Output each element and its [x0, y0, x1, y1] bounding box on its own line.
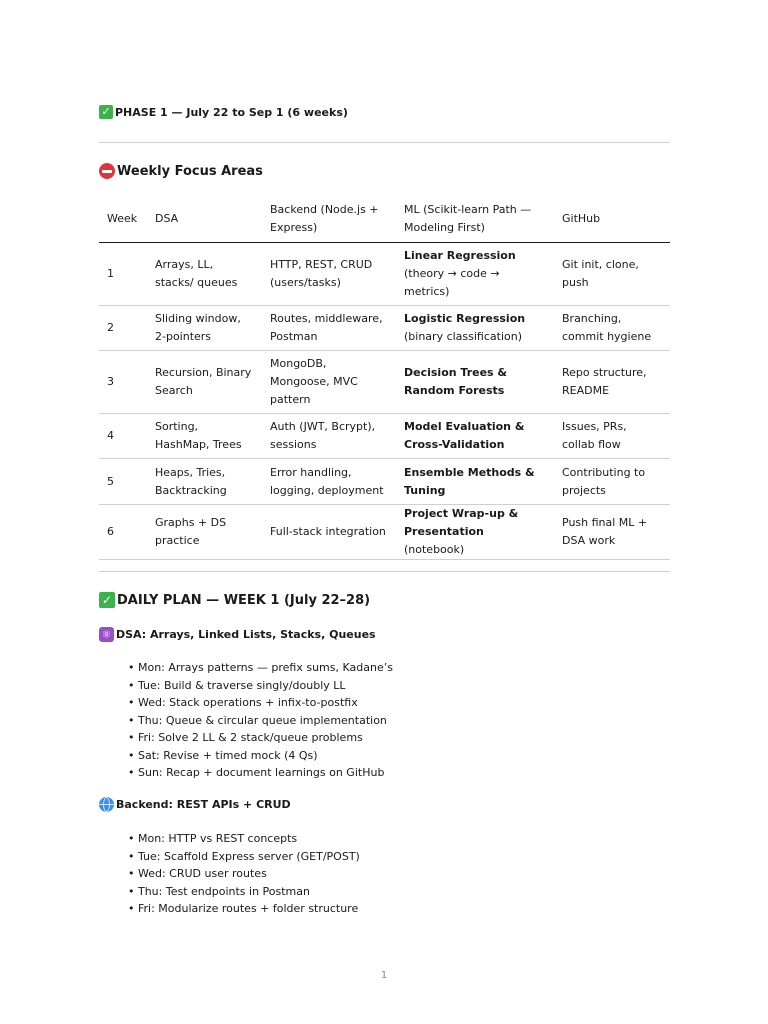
dsa-heading	[99, 627, 376, 642]
backend-title: Backend: REST APIs + CRUD	[116, 798, 291, 811]
cell-dsa: Sorting, HashMap, Trees	[147, 414, 262, 459]
list-item: • Wed: Stack operations + infix-to-postfix	[128, 696, 358, 709]
ml-topic: Linear Regression	[404, 249, 516, 262]
list-item: • Mon: HTTP vs REST concepts	[128, 832, 298, 845]
table-row	[99, 243, 670, 306]
cell-backend: MongoDB, Mongoose, MVC pattern	[262, 351, 396, 414]
ml-topic: Ensemble Methods & Tuning	[404, 465, 535, 497]
backend-list	[128, 830, 360, 918]
cell-week: 6	[99, 505, 147, 560]
cell-backend: Full-stack integration	[262, 505, 396, 560]
cell-backend: HTTP, REST, CRUD (users/tasks)	[262, 243, 396, 306]
cell-github: Git init, clone, push	[554, 243, 670, 306]
ml-topic: Logistic Regression	[404, 312, 526, 325]
table-row	[99, 505, 670, 560]
table-header-row	[99, 196, 670, 243]
cell-week: 1	[99, 243, 147, 306]
cell-week: 5	[99, 459, 147, 505]
phase-title: PHASE 1 — July 22 to Sep 1 (6 weeks)	[115, 105, 348, 119]
cell-github: Repo structure, README	[554, 351, 670, 414]
cell-backend: Error handling, logging, deployment	[262, 459, 396, 505]
daily-plan-title: DAILY PLAN — WEEK 1 (July 22–28)	[117, 592, 371, 608]
header-week: Week	[99, 196, 147, 243]
cell-dsa: Recursion, Binary Search	[147, 351, 262, 414]
cell-ml	[396, 414, 554, 459]
backend-heading	[99, 797, 291, 812]
list-item: • Mon: Arrays patterns — prefix sums, Kadane’s	[128, 661, 393, 674]
cell-ml	[396, 505, 554, 560]
table-row	[99, 306, 670, 351]
cell-week: 4	[99, 414, 147, 459]
header-github: GitHub	[554, 196, 670, 243]
table-row	[99, 459, 670, 505]
list-item: • Wed: CRUD user routes	[128, 867, 267, 880]
cell-github: Push final ML + DSA work	[554, 505, 670, 560]
cell-week: 3	[99, 351, 147, 414]
cell-dsa: Sliding window, 2-pointers	[147, 306, 262, 351]
ml-note: (theory → code → metrics)	[404, 267, 500, 298]
header-backend: Backend (Node.js + Express)	[262, 196, 396, 243]
header-dsa: DSA	[147, 196, 262, 243]
cell-github: Contributing to projects	[554, 459, 670, 505]
list-item: • Sun: Recap + document learnings on GitHub	[128, 766, 385, 779]
globe-icon	[99, 797, 114, 812]
list-item: • Fri: Solve 2 LL & 2 stack/queue problems	[128, 731, 363, 744]
list-item: • Sat: Revise + timed mock (4 Qs)	[128, 748, 318, 762]
ml-topic: Model Evaluation & Cross-Validation	[404, 420, 525, 451]
dsa-list	[128, 659, 393, 782]
atom-icon: ⚛	[99, 627, 114, 642]
ml-note: (binary classification)	[404, 330, 523, 343]
cell-ml	[396, 351, 554, 414]
divider	[99, 142, 670, 143]
cell-ml	[396, 243, 554, 306]
cell-backend: Routes, middleware, Postman	[262, 306, 396, 351]
list-item: • Fri: Modularize routes + folder structure	[128, 902, 359, 915]
page-number: 1	[380, 970, 388, 981]
divider	[99, 571, 670, 572]
cell-dsa: Heaps, Tries, Backtracking	[147, 459, 262, 505]
list-item: • Thu: Test endpoints in Postman	[128, 884, 310, 898]
check-mark-icon: ✓	[99, 105, 113, 119]
table-row	[99, 351, 670, 414]
no-entry-icon	[99, 163, 115, 179]
phase-heading	[99, 105, 348, 119]
cell-week: 2	[99, 306, 147, 351]
header-ml: ML (Scikit-learn Path — Modeling First)	[396, 196, 554, 243]
focus-title: Weekly Focus Areas	[117, 163, 263, 179]
weekly-focus-table	[99, 196, 670, 560]
cell-github: Issues, PRs, collab flow	[554, 414, 670, 459]
cell-ml	[396, 306, 554, 351]
cell-dsa: Arrays, LL, stacks/ queues	[147, 243, 262, 306]
list-item: • Thu: Queue & circular queue implementation	[128, 713, 387, 727]
table-row	[99, 414, 670, 459]
daily-plan-heading	[99, 592, 370, 608]
list-item: • Tue: Scaffold Express server (GET/POST)	[128, 849, 360, 863]
cell-ml	[396, 459, 554, 505]
dsa-title: DSA: Arrays, Linked Lists, Stacks, Queues	[116, 628, 376, 641]
ml-note: (notebook)	[404, 543, 465, 556]
check-mark-icon: ✓	[99, 592, 115, 608]
focus-heading	[99, 163, 263, 179]
cell-backend: Auth (JWT, Bcrypt), sessions	[262, 414, 396, 459]
list-item: • Tue: Build & traverse singly/doubly LL	[128, 678, 346, 692]
ml-topic: Project Wrap-up & Presentation	[404, 507, 519, 538]
ml-topic: Decision Trees & Random Forests	[404, 366, 508, 397]
cell-github: Branching, commit hygiene	[554, 306, 670, 351]
cell-dsa: Graphs + DS practice	[147, 505, 262, 560]
